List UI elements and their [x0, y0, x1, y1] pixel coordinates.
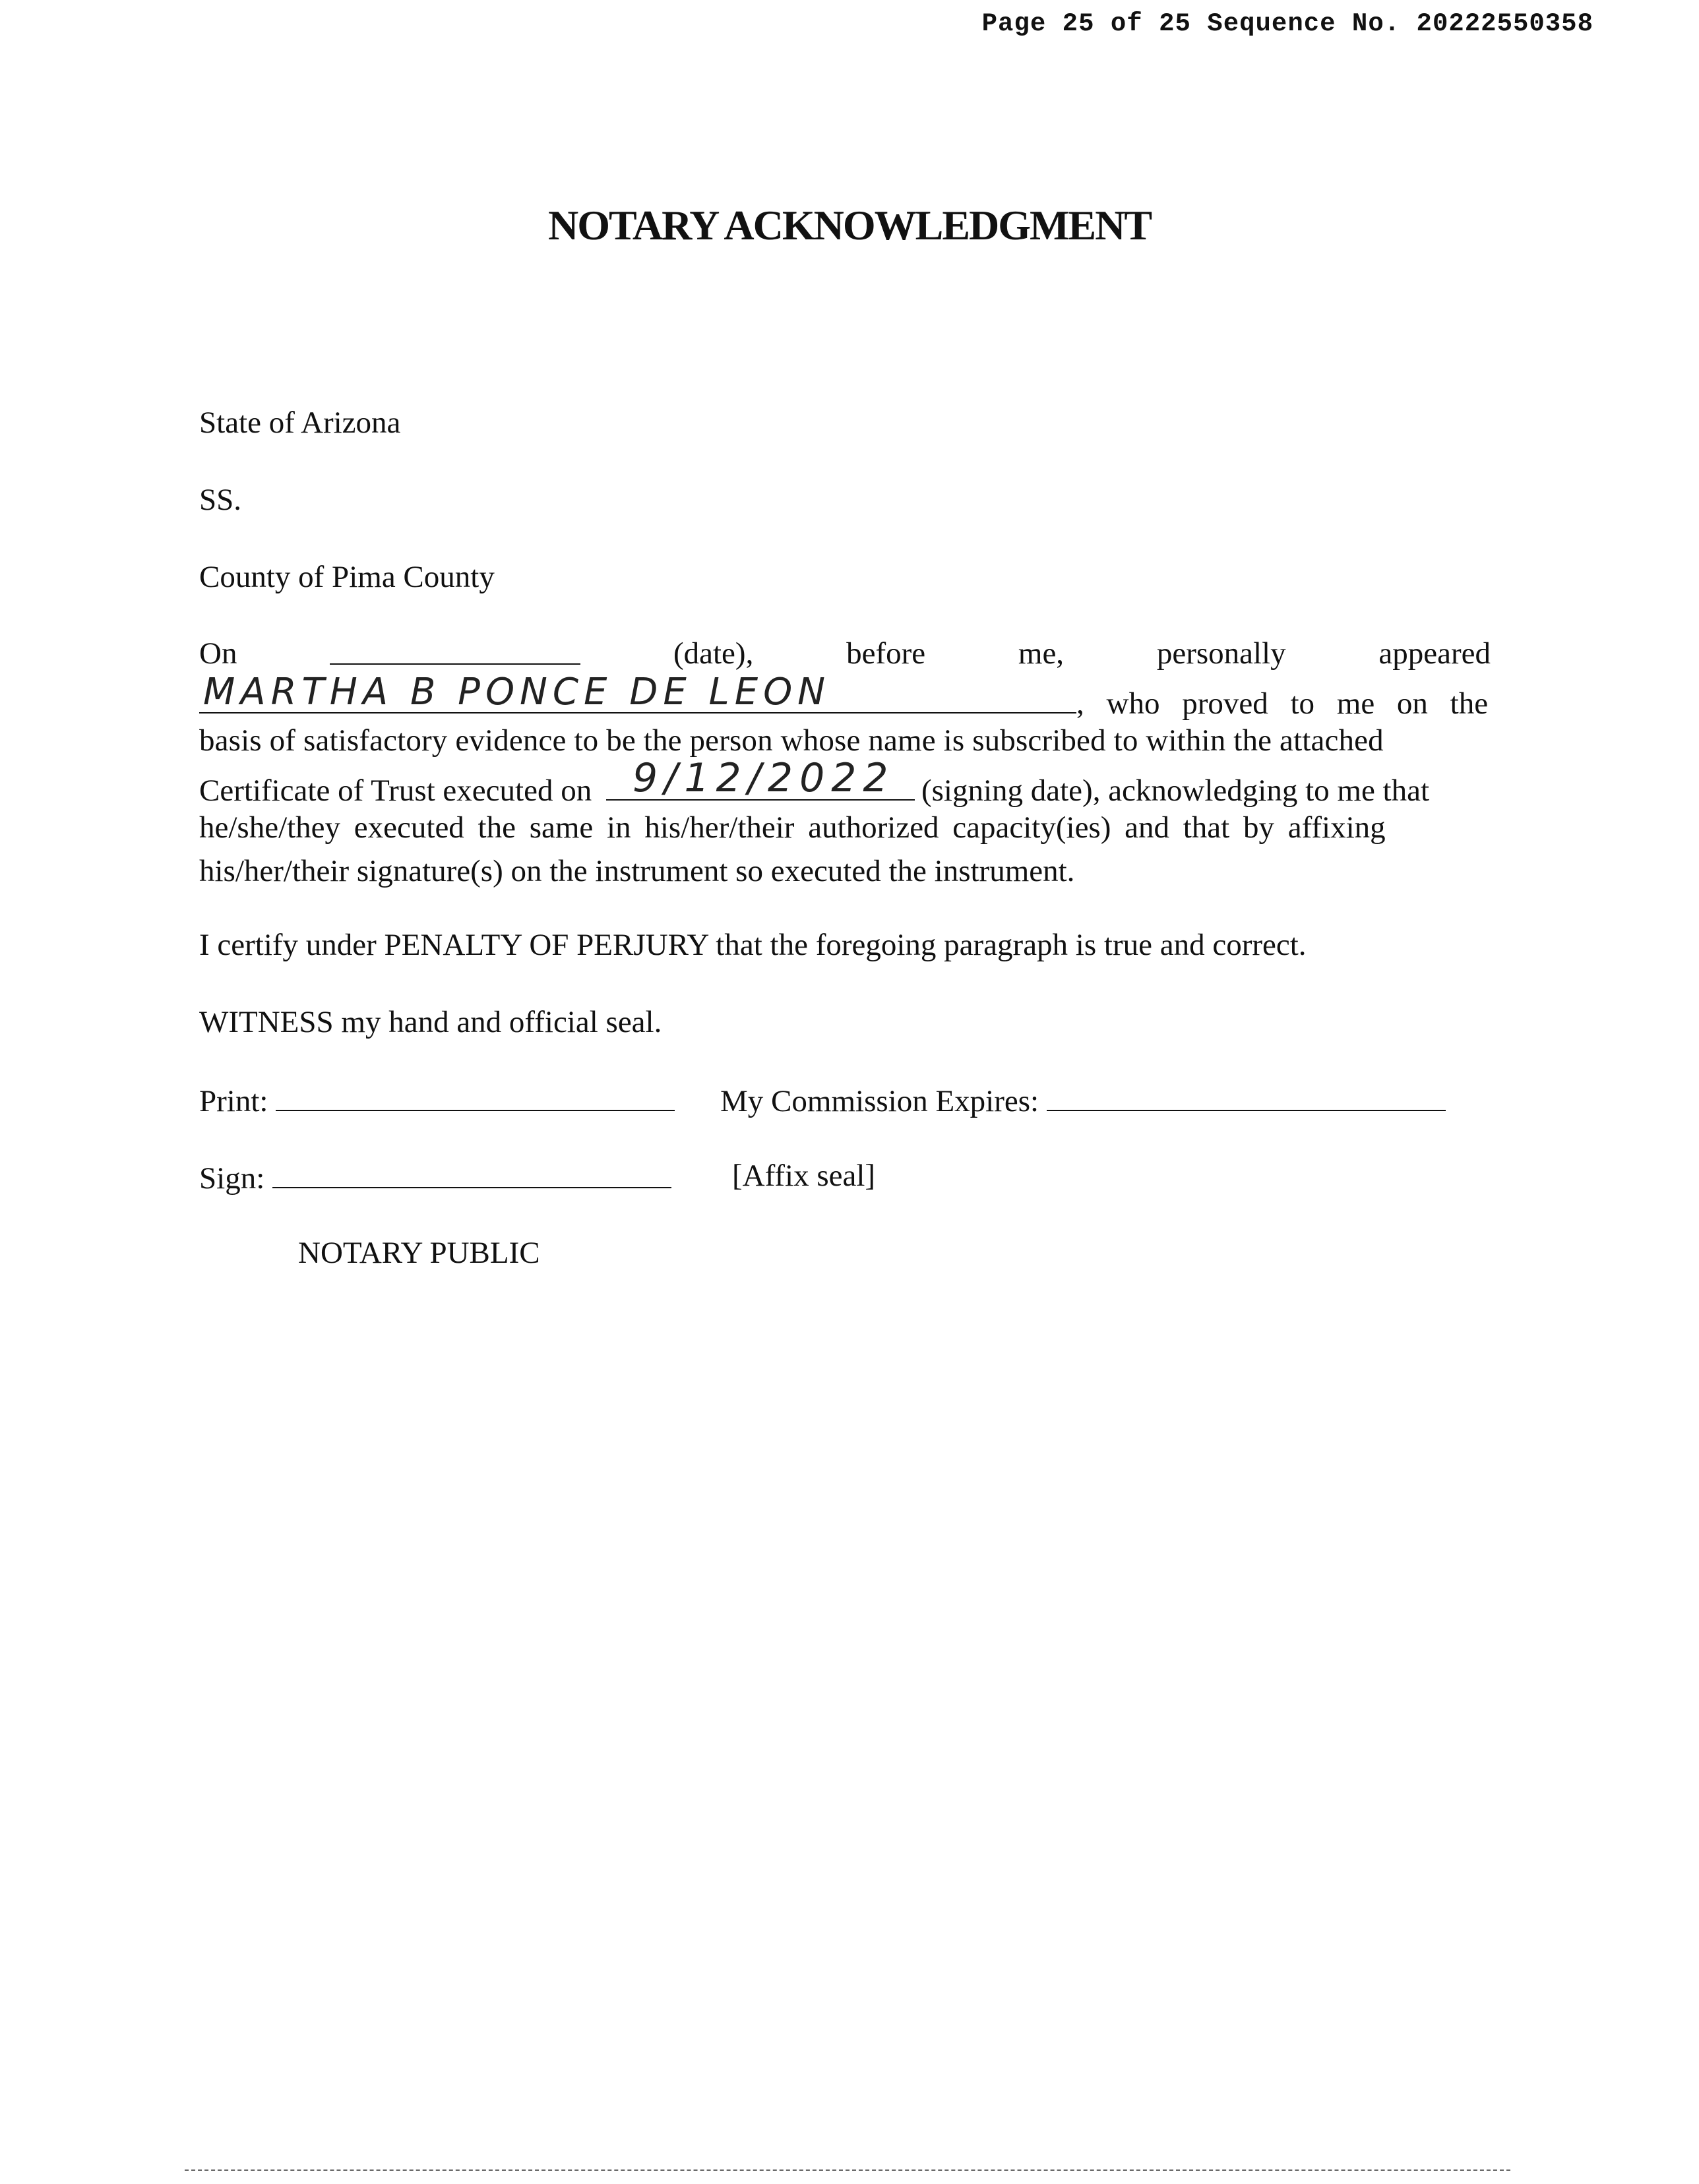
paragraph-line-3: basis of satisfactory evidence to be the person whose name is subscribed to within the attached — [199, 723, 1384, 758]
line4-tail: (signing date), acknowledging to me that — [921, 774, 1430, 808]
ss-line: SS. — [199, 483, 242, 517]
print-blank — [276, 1083, 675, 1111]
date-blank — [330, 632, 580, 665]
word-on: On — [199, 636, 237, 671]
sign-label: Sign: — [199, 1161, 265, 1196]
signing-date-field — [606, 755, 915, 801]
word-date: (date), — [673, 636, 754, 671]
acknowledgment-paragraph — [199, 632, 1491, 893]
paragraph-line-2 — [199, 671, 1491, 721]
page-sequence-header: Page 25 of 25 Sequence No. 20222550358 — [981, 9, 1593, 38]
state-line: State of Arizona — [199, 406, 401, 440]
line2-tail: , who proved to me on the — [1076, 686, 1489, 721]
word-me: me, — [1018, 636, 1065, 671]
sign-row — [199, 1161, 671, 1194]
scan-footer-rule — [185, 2169, 1510, 2171]
document-title: NOTARY ACKNOWLEDGMENT — [547, 202, 1152, 249]
handwritten-signing-date: 9/12/2022 — [632, 755, 895, 801]
line4-lead: Certificate of Trust executed on — [199, 774, 592, 808]
witness-line: WITNESS my hand and official seal. — [199, 1005, 662, 1039]
handwritten-name: MARTHA B PONCE DE LEON — [203, 671, 831, 713]
print-label: Print: — [199, 1084, 268, 1118]
paragraph-line-1 — [199, 632, 1491, 675]
sign-blank — [272, 1161, 671, 1188]
notary-public-label: NOTARY PUBLIC — [298, 1236, 540, 1270]
word-personally: personally — [1156, 636, 1286, 671]
commission-label: My Commission Expires: — [720, 1084, 1039, 1118]
paragraph-line-5: he/she/they executed the same in his/her/their authorized capacity(ies) and that by affixing — [199, 810, 1386, 845]
paragraph-line-4 — [199, 755, 1491, 808]
paragraph-line-6: his/her/their signature(s) on the instrument so executed the instrument. — [199, 854, 1075, 888]
county-line: County of Pima County — [199, 560, 495, 594]
appeared-name-field — [199, 671, 1076, 713]
word-before: before — [846, 636, 926, 671]
affix-seal-label: [Affix seal] — [732, 1159, 876, 1193]
word-appeared: appeared — [1378, 636, 1491, 671]
print-row — [199, 1083, 675, 1117]
commission-blank — [1047, 1083, 1446, 1111]
commission-row — [720, 1083, 1446, 1117]
certification-line: I certify under PENALTY OF PERJURY that the foregoing paragraph is true and correct. — [199, 928, 1307, 962]
